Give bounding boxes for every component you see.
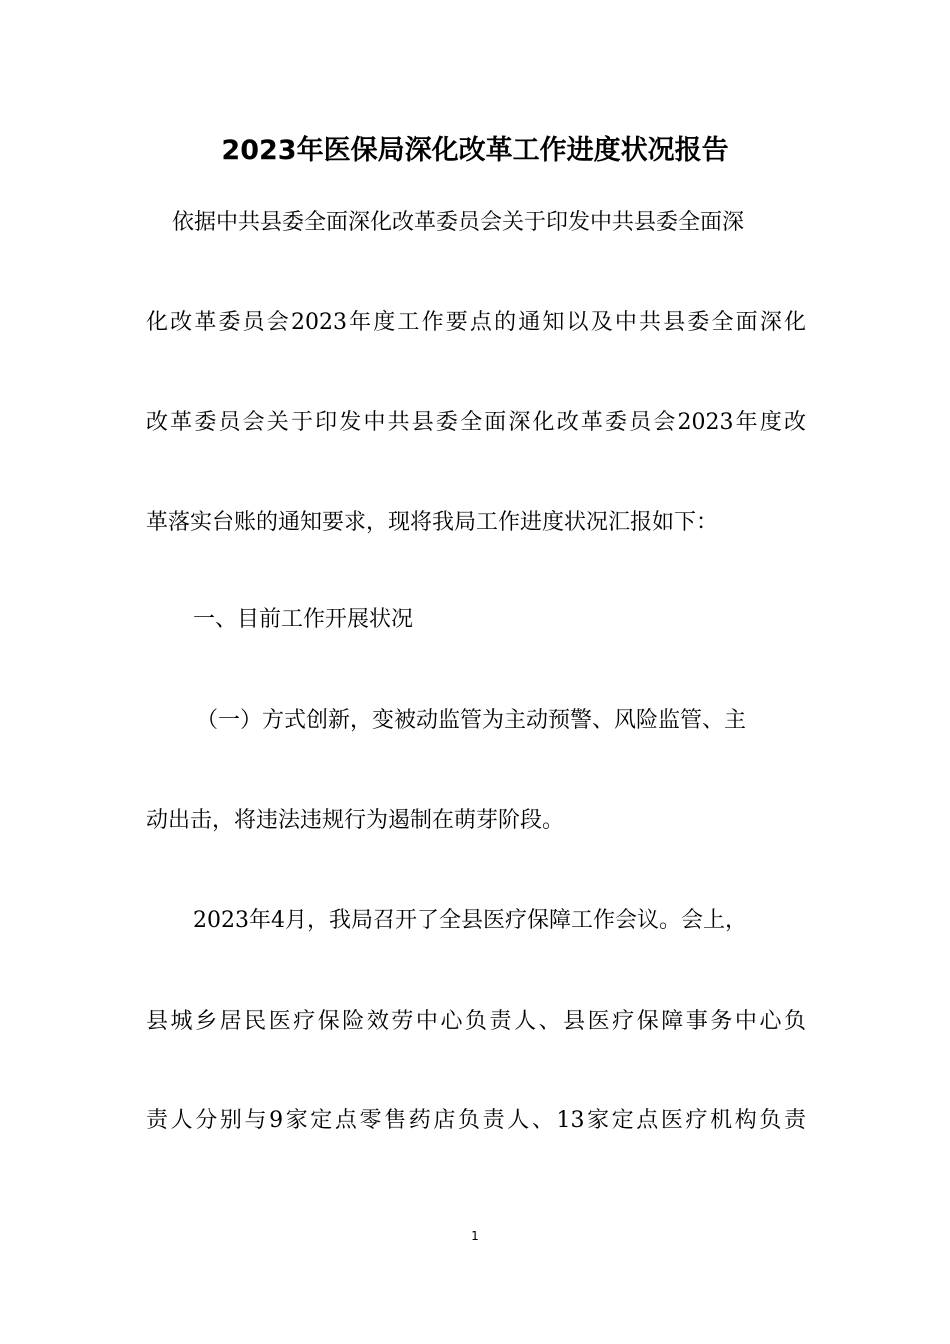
paragraph-line: 动出击，将违法违规行为遏制在萌芽阶段。 <box>146 808 565 833</box>
paragraph-line: 县城乡居民医疗保险效劳中心负责人、县医疗保障事务中心负 <box>146 1009 806 1034</box>
page-number: 1 <box>471 1229 479 1243</box>
paragraph-line: 依据中共县委全面深化改革委员会关于印发中共县委全面深 <box>172 210 745 235</box>
paragraph-line: 责人分别与9家定点零售药店负责人、13家定点医疗机构负责 <box>146 1108 806 1133</box>
paragraph-line: 改革委员会关于印发中共县委全面深化改革委员会2023年度改 <box>146 410 806 435</box>
section-heading: 一、目前工作开展状况 <box>193 607 414 632</box>
document-title: 2023年医保局深化改革工作进度状况报告 <box>221 135 729 166</box>
paragraph-line: 化改革委员会2023年度工作要点的通知以及中共县委全面深化 <box>146 310 806 335</box>
paragraph-line: 2023年4月，我局召开了全县医疗保障工作会议。会上， <box>193 908 747 933</box>
paragraph-line: 革落实台账的通知要求，现将我局工作进度状况汇报如下： <box>146 510 719 535</box>
subsection-heading: （一）方式创新，变被动监管为主动预警、风险监管、主 <box>196 708 747 733</box>
